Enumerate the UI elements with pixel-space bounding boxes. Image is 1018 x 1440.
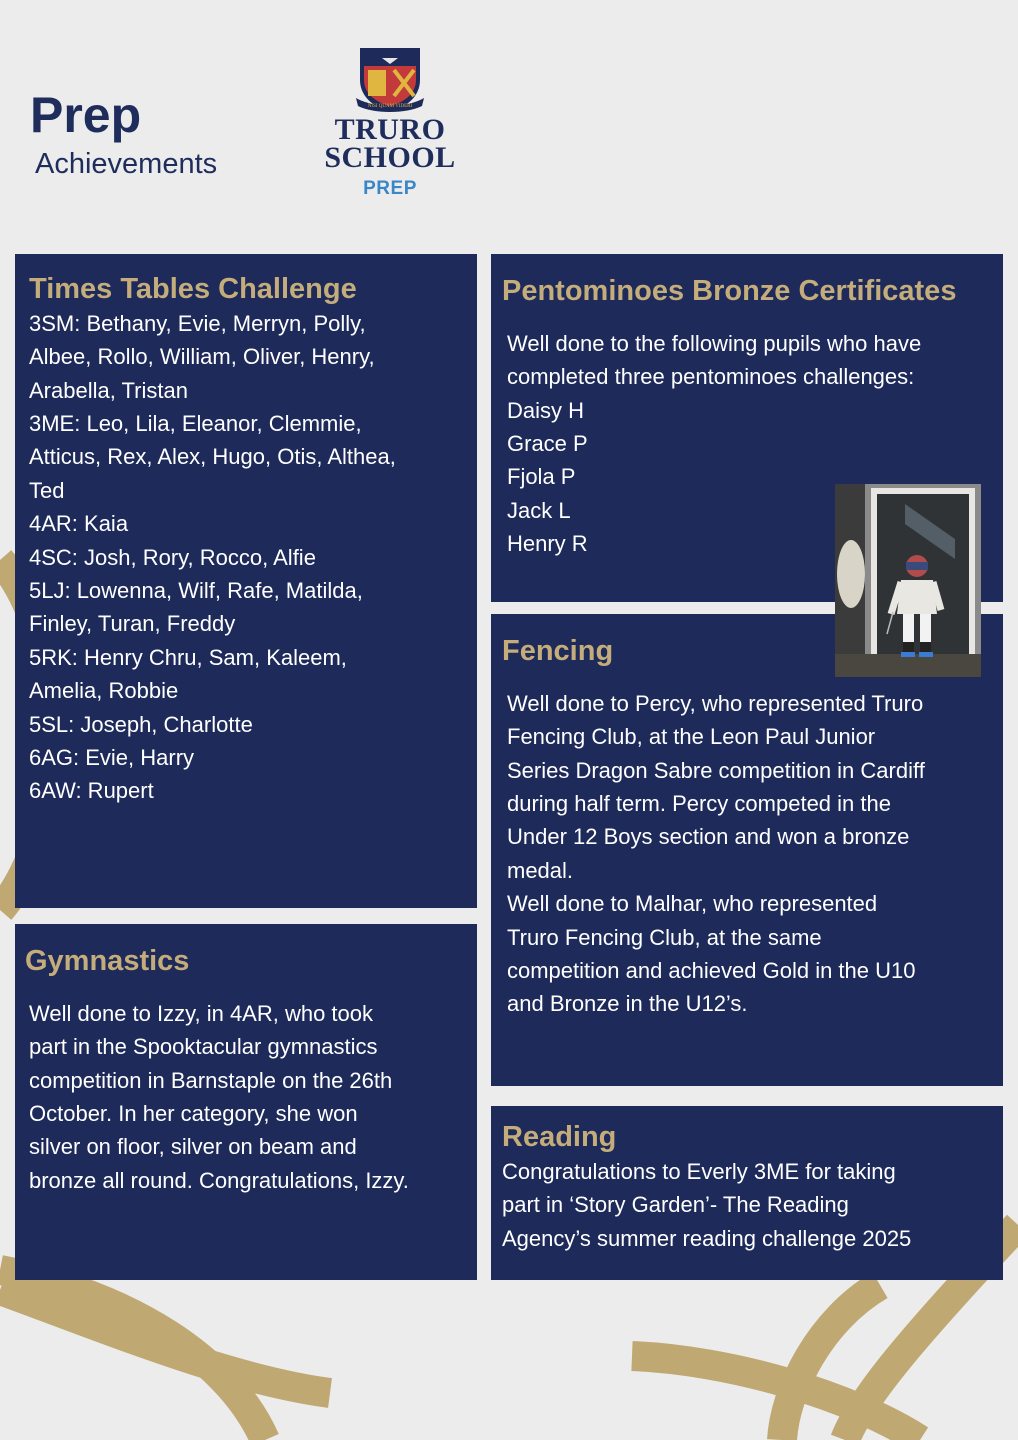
list-item: Daisy H [507,397,585,423]
pentominoes-heading: Pentominoes Bronze Certificates [502,275,957,307]
list-item: Fjola P [507,464,576,490]
text-line: completed three pentominoes challenges: [507,364,915,390]
logo-line-school: SCHOOL [324,141,456,174]
gymnastics-text [25,997,467,1197]
logo-line-truro: TRURO [334,113,446,146]
crest-motto: NISI QUAM VIDERI [367,104,413,109]
school-crest-icon [352,40,428,116]
page-subtitle: Achievements [35,148,218,180]
list-item: Grace P [507,431,588,457]
list-item: 6AW: Rupert [29,778,154,804]
list-item: 5RK: Henry Chru, Sam, Kaleem, [29,644,347,670]
reading-panel [491,1106,1003,1280]
list-item: Henry R [507,531,588,557]
list-item: 3ME: Leo, Lila, Eleanor, Clemmie, [29,411,362,437]
list-item: 5LJ: Lowenna, Wilf, Rafe, Matilda, [29,578,363,604]
fencing-text [502,687,992,1021]
text-line: October. In her category, she won [29,1101,358,1127]
fencing-heading: Fencing [502,635,614,667]
school-logo [315,40,465,200]
list-item: 3SM: Bethany, Evie, Merryn, Polly, [29,310,366,336]
gymnastics-panel [15,924,477,1280]
list-item: Amelia, Robbie [29,678,179,704]
page-title: Prep [30,87,142,143]
text-line: bronze all round. Congratulations, Izzy. [29,1167,409,1193]
times-tables-heading: Times Tables Challenge [29,273,357,305]
list-item: 4AR: Kaia [29,511,129,537]
text-line: Agency’s summer reading challenge 2025 [502,1225,912,1251]
times-tables-list [29,307,463,808]
gymnastics-heading: Gymnastics [25,945,190,977]
text-line: Well done to Malhar, who represented [507,891,878,917]
text-line: part in the Spooktacular gymnastics [29,1034,378,1060]
text-line: Truro Fencing Club, at the same [507,924,822,950]
text-line: during half term. Percy competed in the [507,791,891,817]
text-line: Series Dragon Sabre competition in Cardiff [507,757,925,783]
list-item: Finley, Turan, Freddy [29,611,236,637]
list-item: Ted [29,477,65,503]
text-line: competition in Barnstaple on the 26th [29,1067,393,1093]
text-line: Well done to Izzy, in 4AR, who took [29,1000,374,1026]
text-line: Congratulations to Everly 3ME for taking [502,1158,896,1184]
text-line: and Bronze in the U12’s. [507,991,748,1017]
text-line: silver on floor, silver on beam and [29,1134,357,1160]
logo-line-prep: PREP [363,178,417,199]
text-line: medal. [507,857,574,883]
page-header [30,87,218,181]
text-line: Well done to Percy, who represented Truro [507,690,924,716]
text-line: Fencing Club, at the Leon Paul Junior [507,724,876,750]
list-item: Arabella, Tristan [29,377,188,403]
text-line: Under 12 Boys section and won a bronze [507,824,910,850]
list-item: 6AG: Evie, Harry [29,745,195,771]
list-item: Jack L [507,497,571,523]
list-item: Atticus, Rex, Alex, Hugo, Otis, Althea, [29,444,396,470]
text-line: Well done to the following pupils who have [507,330,922,356]
times-tables-panel [15,254,477,908]
text-line: part in ‘Story Garden’- The Reading [502,1192,849,1218]
text-line: competition and achieved Gold in the U10 [507,958,916,984]
arc-bottom-mid [0,1290,330,1393]
fencing-panel [491,614,1003,1086]
fencer-photo [835,484,981,677]
list-item: 4SC: Josh, Rory, Rocco, Alfie [29,544,316,570]
reading-heading: Reading [502,1121,617,1153]
list-item: Albee, Rollo, William, Oliver, Henry, [29,344,375,370]
reading-text [502,1155,992,1255]
list-item: 5SL: Joseph, Charlotte [29,711,253,737]
